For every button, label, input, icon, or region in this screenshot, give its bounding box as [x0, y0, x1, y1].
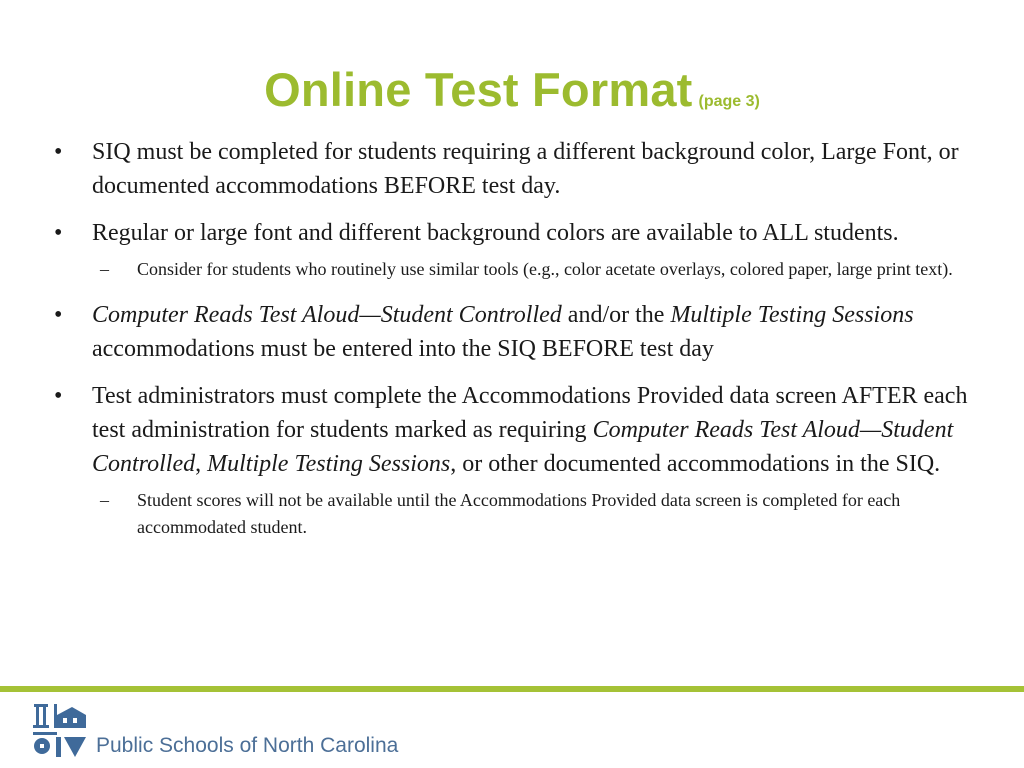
- slide-title: [0, 62, 1024, 117]
- bullet-marker: •: [54, 383, 63, 409]
- bullet-marker: •: [54, 302, 63, 328]
- bullet-item: [54, 216, 974, 250]
- bullet-marker: •: [54, 220, 63, 246]
- sub-bullet-text: Consider for students who routinely use similar tools (e.g., color acetate overlays, colored paper, large print text).: [137, 259, 953, 279]
- bullet-text: accommodations must be entered into the SIQ BEFORE test day: [92, 336, 714, 362]
- bullet-item: [54, 379, 974, 481]
- organization-name: Public Schools of North Carolina: [96, 734, 399, 757]
- bullet-item: [54, 135, 974, 203]
- bullet-text-italic: Computer Reads Test Aloud—Student Controlled: [92, 302, 562, 328]
- sub-bullet-marker: –: [100, 259, 109, 279]
- bullet-text: SIQ must be completed for students requiring a different background color, Large Font, or documented accommodations BEFORE test day.: [92, 139, 959, 199]
- bullet-item: [54, 298, 974, 366]
- title-page-label: (page 3): [698, 93, 760, 110]
- footer: [32, 702, 398, 762]
- bullet-text-italic: Multiple Testing Sessions: [207, 451, 451, 477]
- bullet-text: Test administrators must complete the Accommodations Provided data screen AFTER each test administration for students marked as requiring: [92, 383, 968, 443]
- bullet-text: and/or the: [561, 302, 671, 328]
- bullet-text: ,: [195, 451, 208, 477]
- bullet-text: Regular or large font and different background colors are available to ALL students.: [92, 220, 899, 246]
- footer-divider: [0, 686, 1024, 692]
- bullet-list: [54, 135, 974, 556]
- sub-bullet-marker: –: [100, 490, 109, 510]
- title-main: Online Test Format: [264, 63, 693, 116]
- bullet-marker: •: [54, 139, 63, 165]
- bullet-text-italic: Computer Reads Test Aloud—Student Controlled: [92, 417, 954, 477]
- nc-public-schools-logo-icon: [32, 701, 88, 764]
- bullet-text: , or other documented accommodations in the SIQ.: [450, 451, 941, 477]
- sub-bullet-item: [54, 256, 974, 283]
- bullet-text-italic: Multiple Testing Sessions: [670, 302, 914, 328]
- sub-bullet-text: Student scores will not be available until the Accommodations Provided data screen is completed for each accommodated student.: [137, 490, 901, 537]
- sub-bullet-item: [54, 487, 974, 541]
